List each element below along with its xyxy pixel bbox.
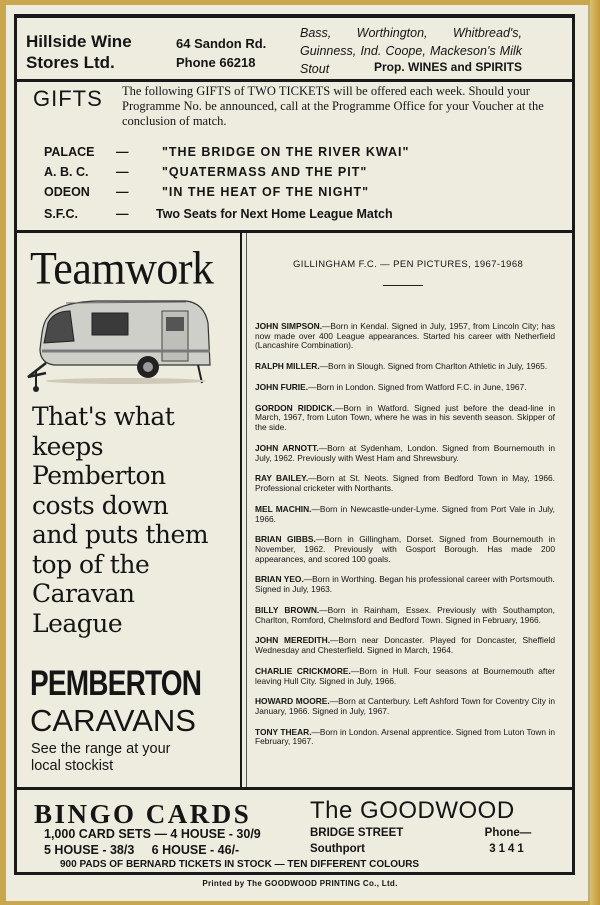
pemberton-brand: PEMBERTON [30, 664, 202, 703]
player-text: —Born in Slough. Signed from Charlton Athletic in July, 1965. [319, 361, 548, 372]
player-text: —Born in Newcastle-under-Lyme. Signed from Port Vale in July, 1966. [255, 503, 555, 524]
goodwood-phone [478, 825, 538, 857]
gift-venue: PALACE [44, 145, 95, 159]
player-bio [255, 728, 555, 747]
hillside-prop: Prop. WINES and SPIRITS [373, 60, 522, 74]
tagline-line: keeps [32, 431, 104, 461]
pen-pictures-heading: GILLINGHAM F.C. — PEN PICTURES, 1967-1968 [293, 259, 524, 270]
gift-film: "IN THE HEAT OF THE NIGHT" [162, 185, 370, 199]
player-text: —Born in Watford. Signed just before the dead-line in March, 1967, from Luton Town, where he was in his seventh season. Skipper of the side. [255, 402, 555, 433]
player-bio [255, 505, 555, 524]
gift-row [44, 182, 369, 202]
player-text: —Born at Sydenham, London. Signed from Bournemouth in July, 1962. Previously with West Ham and Shrewsbury. [255, 442, 556, 463]
gift-row [44, 142, 409, 162]
goodwood-phone-label: Phone— [484, 827, 532, 839]
player-name: JOHN ARNOTT. [255, 442, 319, 453]
player-name: JOHN SIMPSON. [255, 321, 323, 331]
page-edge [590, 0, 600, 905]
gift-film: Two Seats for Next Home League Match [156, 207, 393, 221]
bingo-line2: 5 HOUSE - 38/3 6 HOUSE - 46/- [44, 843, 240, 857]
printer-credit: Printed by The GOODWOOD PRINTING Co., Ltd. [202, 879, 398, 888]
player-name: TONY THEAR. [255, 726, 312, 737]
player-bio [255, 362, 555, 372]
player-text: —Born in Gillingham, Dorset. Signed from Bournemouth in November, 1962. Previously with Gosport Borough. Has made 200 appearances, and scored 100 goals. [255, 534, 555, 564]
player-name: JOHN FURIE. [255, 381, 309, 392]
player-text: —Born in Rainham, Essex. Previously with Southampton, Charlton, Romford, Chelmsford and Bedford Town. Signed in February, 1966. [255, 604, 555, 625]
player-name: MEL MACHIN. [255, 503, 312, 514]
gifts-title: GIFTS [33, 86, 103, 111]
gift-film: "QUATERMASS AND THE PIT" [162, 165, 368, 179]
gift-dash: — [116, 185, 129, 199]
player-name: BILLY BROWN. [255, 604, 320, 615]
frame-rule-middle [14, 230, 575, 233]
hillside-name [26, 31, 176, 73]
gift-film: "THE BRIDGE ON THE RIVER KWAI" [162, 145, 410, 159]
gift-venue: S.F.C. [44, 207, 79, 221]
stockist-line1: See the range at your [31, 741, 171, 757]
player-bio [255, 606, 555, 625]
tagline-line: top of the [32, 549, 150, 579]
player-bio [255, 697, 555, 716]
gift-dash: — [116, 165, 129, 179]
player-text: —Born in Worthing. Began his professional career with Portsmouth. Signed in July, 1963. [255, 574, 555, 595]
goodwood-title: The GOODWOOD [310, 797, 515, 824]
pemberton-sub: CARAVANS [30, 703, 196, 738]
player-name: GORDON RIDDICK. [255, 402, 335, 413]
pen-pictures-list [255, 322, 555, 758]
gifts-intro: The following GIFTS of TWO TICKETS will be offered each week. Should your Programme No. be announced, call at the Programme Office for your Voucher at the conclusion of match. [122, 84, 544, 128]
gift-dash: — [116, 207, 129, 221]
player-bio [255, 444, 555, 463]
player-bio [255, 322, 555, 351]
player-bio [255, 636, 555, 655]
player-text: —Born near Doncaster. Played for Doncaster, Sheffield Wednesday and Chesterfield. Signed in March, 1964. [255, 635, 555, 656]
player-name: BRIAN GIBBS. [255, 534, 316, 545]
goodwood-address [310, 825, 403, 857]
player-bio [255, 474, 555, 493]
hillside-contact [176, 34, 286, 72]
pemberton-tagline [32, 402, 242, 638]
player-text: —Born in London. Signed from Watford F.C. in June, 1967. [308, 381, 527, 392]
player-text: —Born at St. Neots. Signed from Bedford Town in May, 1966. Professional cricketer with Northants. [255, 473, 555, 494]
tagline-line: Pemberton [32, 461, 166, 490]
hillside-brands: Bass, Worthington, Whitbread's, Guinness, Ind. Coope, Mackeson's Milk Stout [300, 26, 522, 76]
player-name: CHARLIE CRICKMORE. [255, 665, 351, 676]
heading-underline [383, 285, 423, 286]
goodwood-phone-number: 3141 [489, 843, 527, 855]
caravan-illustration [26, 293, 216, 399]
player-name: BRIAN YEO. [255, 574, 304, 585]
player-bio [255, 404, 555, 433]
player-name: RAY BAILEY. [255, 473, 309, 484]
bingo-line1: 1,000 CARD SETS — 4 HOUSE - 30/9 [44, 827, 261, 841]
stockist-line2: local stockist [31, 758, 114, 774]
tagline-line: Caravan [32, 579, 135, 608]
bingo-title: BINGO CARDS [34, 799, 252, 829]
player-bio [255, 575, 555, 594]
player-text: —Born in Hull. Four seasons at Bournemouth after leaving Hull City. Signed in July, 1966. [255, 665, 555, 686]
gift-row [44, 204, 393, 224]
player-text: —Born at Canterbury. Left Ashford Town for Coventry City in January, 1966. Signed in July, 1967. [255, 696, 555, 716]
tagline-line: costs down [32, 490, 169, 520]
player-name: JOHN MEREDITH. [255, 635, 331, 646]
frame-left-rule [14, 14, 17, 875]
hillside-name-line2: Stores Ltd. [26, 53, 115, 72]
gift-venue: ODEON [44, 185, 90, 199]
hillside-phone: Phone 66218 [176, 55, 256, 70]
tagline-line: League [32, 608, 123, 638]
teamwork-headline: Teamwork [30, 242, 214, 295]
column-divider-thin [246, 233, 247, 787]
frame-rule-bottom [14, 872, 575, 875]
player-name: RALPH MILLER. [255, 361, 320, 372]
frame-rule-bingo [14, 787, 575, 790]
tagline-line: and puts them [32, 520, 209, 549]
pemberton-stockist [31, 741, 231, 775]
player-bio [255, 667, 555, 686]
hillside-address: 64 Sandon Rd. [176, 36, 267, 51]
player-bio [255, 535, 555, 564]
gift-row [44, 162, 367, 182]
player-bio [255, 383, 555, 393]
frame-rule-gifts [14, 79, 575, 82]
player-text: —Born in London. Arsenal apprentice. Signed from Luton Town in February, 1967. [255, 726, 555, 747]
gift-venue: A. B. C. [44, 165, 89, 179]
frame-top-rule [14, 14, 575, 18]
player-text: —Born in Kendal. Signed in July, 1957, from Lincoln City; has now made over 400 League appearances. Started his career with Netherfield (Lancashire Combination). [255, 321, 555, 351]
goodwood-street: BRIDGE STREET [310, 827, 404, 839]
tagline-line: That's what [32, 402, 175, 431]
frame-right-rule [572, 14, 575, 875]
bingo-pads: 900 PADS OF BERNARD TICKETS IN STOCK — TEN DIFFERENT COLOURS [60, 859, 420, 870]
goodwood-town: Southport [310, 843, 365, 855]
gift-dash: — [116, 145, 129, 159]
hillside-name-line1: Hillside Wine [26, 32, 132, 51]
player-name: HOWARD MOORE. [255, 696, 330, 707]
